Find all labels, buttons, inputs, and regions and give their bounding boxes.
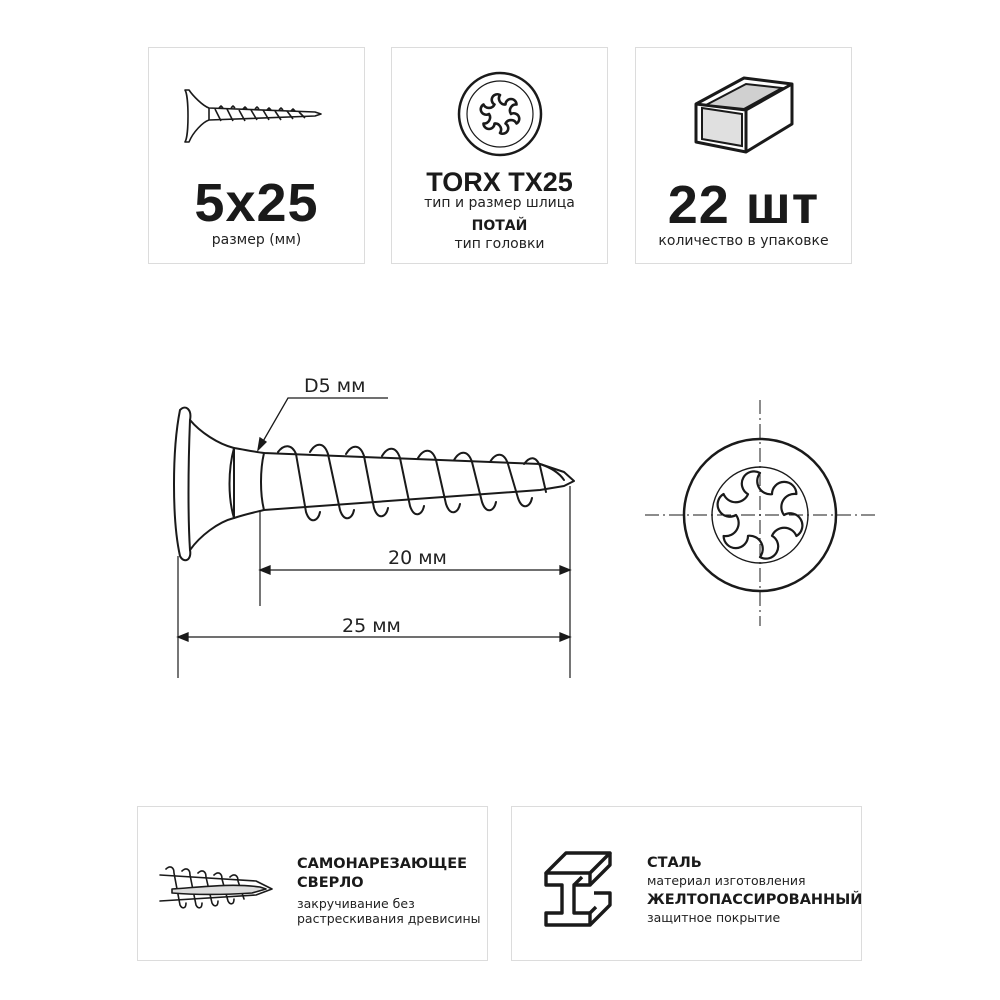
screw-head-outline [174,408,190,561]
quantity-label: количество в упаковке [658,233,829,249]
head-label: тип головки [454,236,545,252]
quantity-card [635,47,852,264]
drill-title-line1: САМОНАРЕЗАЮЩЕЕ [297,856,468,872]
drill-tip-icon [152,849,282,929]
drill-feature-card [137,806,488,961]
material-feature-card [511,806,862,961]
head-value: ПОТАЙ [471,218,528,234]
coating-title: ЖЕЛТОПАССИРОВАННЫЙ [647,892,863,908]
total-length-label: 25 мм [342,615,401,637]
screw-top-view-drawing [645,400,885,630]
slot-value: TORX TX25 [426,167,573,197]
steel-beam-icon [530,833,640,943]
size-label: размер (мм) [211,232,302,248]
material-desc: материал изготовления [647,873,806,888]
package-box-icon [636,48,853,158]
screw-icon [149,48,366,148]
size-value: 5x25 [194,173,319,233]
size-card [148,47,365,264]
torx-head-icon [392,48,609,158]
diameter-label: D5 мм [304,375,366,397]
thread-length-label: 20 мм [388,547,447,569]
slot-label: тип и размер шлица [424,195,575,211]
quantity-value: 22 шт [667,175,820,235]
drill-desc-line1: закручивание без [297,896,415,911]
coating-desc: защитное покрытие [647,910,781,925]
drill-desc-line2: растрескивания древисины [297,911,481,926]
slot-card [391,47,608,264]
drill-title-line2: СВЕРЛО [297,875,364,891]
material-title: СТАЛЬ [647,855,702,871]
